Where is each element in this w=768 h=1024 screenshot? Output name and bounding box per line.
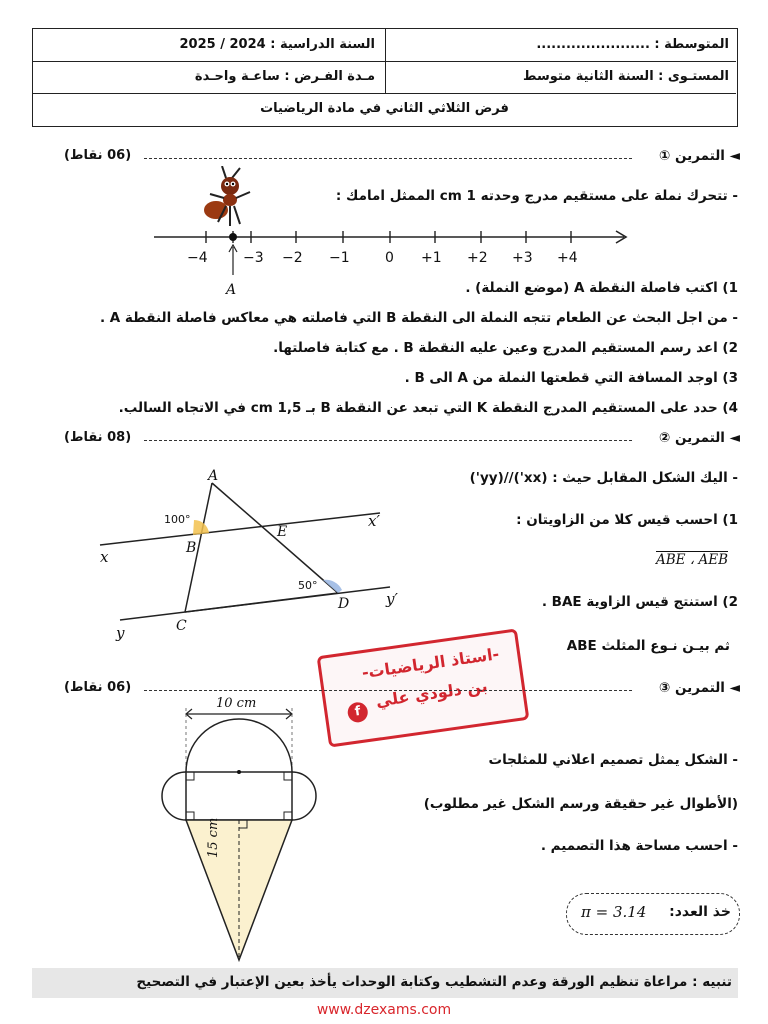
tick-label: +2 [467, 250, 488, 266]
pi-value-box [566, 893, 740, 935]
segment-ad [212, 483, 338, 593]
tick-label: −1 [329, 250, 350, 266]
tick-label: +4 [557, 250, 578, 266]
line-x-label: x [100, 548, 109, 566]
pi-label: خذ العدد: [669, 904, 731, 920]
header-row-divider [33, 61, 736, 62]
level-label: المستـوى : السنة الثانية متوسط [523, 69, 729, 84]
exercise-2-angles: ABE ، AEB [656, 552, 728, 568]
exercise-1-question-1: 1) اكتب فاصلة النقطة A (موضع النملة) . [465, 280, 738, 296]
header-row-divider [33, 93, 736, 94]
angle-b-value: 100° [164, 513, 191, 526]
line-xx [100, 513, 380, 545]
exercise-3-line-3: - احسب مساحة هذا التصميم . [540, 838, 738, 854]
width-label: 10 cm [216, 696, 257, 711]
header-table [32, 28, 738, 127]
exercise-2-points: (08 نقاط) [64, 430, 132, 445]
line-y-prime-label: y′ [386, 590, 398, 608]
exercise-3-points: (06 نقاط) [64, 680, 132, 695]
exercise-1-question-2: 2) اعد رسم المستقيم المدرج وعين عليه النقطة B . مع كتابة فاصلتها. [273, 340, 738, 356]
left-semicircle [162, 772, 186, 820]
triangle-parallel-lines-figure [90, 465, 420, 650]
point-a-dot [229, 233, 237, 241]
exercise-3-line-2: (الأطوال غير حقيقة ورسم الشكل غير مطلوب) [423, 796, 738, 812]
exercise-1-points: (06 نقاط) [64, 148, 132, 163]
angle-d-value: 50° [298, 579, 318, 592]
exercise-2-title: ◄ التمرين ② [658, 430, 740, 446]
height-label: 15 cm [206, 817, 221, 858]
exercise-2-header [64, 430, 740, 450]
tick-label: −4 [187, 250, 208, 266]
exercise-3-title: ◄ التمرين ③ [658, 680, 740, 696]
stamp-line-2: بن دلودي علي [374, 676, 489, 711]
tick-label: +1 [421, 250, 442, 266]
school-label: المتوسطة : ....................... [536, 37, 729, 52]
rectangle [186, 772, 292, 820]
exercise-1-intro: - تتحرك نملة على مستقيم مدرج وحدته 1 cm الممثل امامك : [335, 188, 738, 204]
tick-label: 0 [385, 250, 394, 266]
tick-label: −2 [282, 250, 303, 266]
school-year-label: السنة الدراسية : 2024 / 2025 [179, 37, 375, 52]
pi-value: π = 3.14 [581, 903, 647, 921]
ant-icon [196, 166, 258, 232]
line-y-label: y [116, 624, 125, 642]
line-x-prime-label: x′ [368, 512, 380, 530]
vertex-e-label: E [277, 524, 288, 540]
right-semicircle [292, 772, 316, 820]
footer-website: www.dzexams.com [316, 1002, 452, 1018]
segment-cd [185, 593, 338, 612]
angle-d-marker [323, 580, 342, 593]
top-semicircle [186, 719, 292, 772]
tick-label: +3 [512, 250, 533, 266]
exam-title: فرض الثلاثي الثاني في مادة الرياضيات [260, 101, 509, 116]
dashed-separator [144, 158, 632, 159]
vertex-b-label: B [186, 540, 197, 556]
exercise-2-question-3: ثم بيـن نـوع المثلث ABE [566, 638, 730, 654]
stamp-line-1: -استاذ الرياضيات- [360, 644, 501, 683]
tick-label: −3 [243, 250, 264, 266]
vertex-a-label: A [208, 468, 219, 484]
exercise-2-question-2: 2) استنتج قيس الزاوية BAE . [541, 594, 738, 610]
ice-cream-design-figure [150, 692, 330, 972]
angle-b-marker [193, 520, 209, 535]
notice-text: تنبيه : مراعاة تنظيم الورقة وعدم التشطيب وكتابة الوحدات يأخذ بعين الإعتبار في التصحيح [136, 974, 732, 990]
exercise-1-context: - من اجل البحث عن الطعام تتجه النملة الى النقطة B التي فاصلته هي معاكس فاصلة النقطة A . [99, 310, 738, 326]
vertex-d-label: D [338, 596, 350, 612]
dashed-separator [144, 440, 632, 441]
duration-label: مـدة الفـرض : ساعـة واحـدة [194, 69, 375, 84]
exercise-3-line-1: - الشكل يمثل تصميم اعلاني للمثلجات [488, 752, 738, 768]
exercise-1-title: ◄ التمرين ① [658, 148, 740, 164]
exercise-1-question-3: 3) اوجد المسافة التي قطعتها النملة من A الى B . [404, 370, 738, 386]
exercise-2-intro: - اليك الشكل المقابل حيث : (xx')//(yy') [469, 470, 738, 486]
exercise-2-question-1: 1) احسب قيس كلا من الزاويتان : [516, 512, 738, 528]
vertex-c-label: C [176, 618, 187, 634]
notice-bar [32, 968, 738, 998]
exercise-1-question-4: 4) حدد على المستقيم المدرج النقطة K التي تبعد عن النقطة B بـ 1,5 cm في الاتجاه السالب. [118, 400, 738, 416]
exercise-1-header [64, 148, 740, 168]
point-a-label: A [226, 282, 237, 298]
dashed-separator [144, 690, 632, 691]
facebook-icon: f [346, 701, 369, 724]
